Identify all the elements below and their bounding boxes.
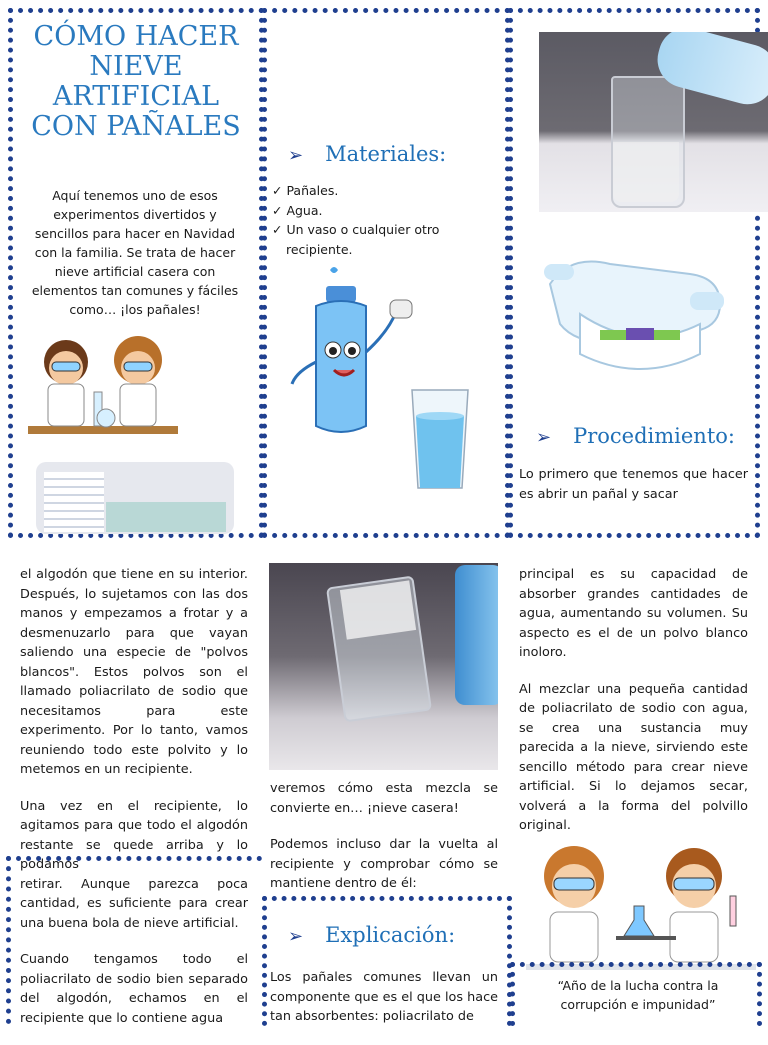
column3-text [519,565,748,853]
paragraph: principal es su capacidad de absorber grandes cantidades de agua, aumentando su volumen. Su aspecto es el de un polvo blanco inoloro. [519,567,748,660]
list-item: ✓ Un vaso o cualquier otro recipiente. [272,222,440,257]
diaper-stack-photo [36,462,234,534]
paragraph: el algodón que tiene en su interior. Después, lo sujetamos con las dos manos y empezamos a frotar y a desmenuzarlo para que vayan saliendo una especie de "polvos blancos". Estos polvos son el llamado poliacrilato de sodio que necesitamos para este experimento. Por lo tanto, vamos reuniendo todo este polvito y lo metemos en un recipiente. [20,567,248,777]
glass-upside-down-photo [269,563,498,770]
water-glass-illustration [408,386,472,492]
pouring-water-photo [539,32,768,212]
paragraph: retirar. Aunque parezca poca cantidad, es suficiente para crear una buena bola de nieve artificial. [20,876,248,931]
paragraph: Una vez en el recipiente, lo agitamos para que todo el algodón restante se quede arriba y lo podamos [20,798,248,872]
arrow-bullet-icon: ➢ [288,145,304,166]
column2-text [270,779,498,911]
panel-border-4 [6,856,262,1024]
list-item: ✓ Pañales. [272,183,339,198]
page-title: CÓMO HACER NIEVE ARTIFICIAL CON PAÑALES [31,21,241,142]
explanation-heading: ➢ Explicación: [288,923,456,947]
intro-text: Aquí tenemos uno de esos experimentos divertidos y sencillos para hacer en Navidad con la familia. Se trata de hacer nieve artificial casera con elementos tan comunes y fáciles como… ¡los pañales! [31,188,239,317]
paragraph: Cuando tengamos todo el poliacrilato de sodio bien separado del algodón, echamos en el recipiente que lo contiene agua [20,952,248,1026]
materials-list [272,181,472,259]
materials-heading: ➢ Materiales: [288,142,447,166]
paragraph: Al mezclar una pequeña cantidad de poliacrilato de sodio con agua, se crea una sustancia muy parecida a la nieve, sirviendo este sencillo método para crear nieve artificial. Si lo dejamos secar, volverá a la forma del polvillo original. [519,681,748,833]
arrow-bullet-icon: ➢ [536,427,552,448]
paragraph: veremos cómo esta mezcla se convierte en… ¡nieve casera! [270,781,498,816]
explanation-text: Los pañales comunes llevan un componente que es el que los hace tan absorbentes: poliacrilato de [270,970,498,1024]
kids-lab-illustration [526,836,756,970]
list-item: ✓ Agua. [272,202,323,218]
motto-quote: “Año de la lucha contra la corrupción e impunidad” [557,978,719,1012]
paragraph: Podemos incluso dar la vuelta al recipiente y comprobar cómo se mantiene dentro de él: [270,837,498,891]
diaper-illustration [540,244,728,378]
water-bottle-illustration [278,262,428,442]
arrow-bullet-icon: ➢ [288,926,304,947]
procedure-intro-text: Lo primero que tenemos que hacer es abrir un pañal y sacar [519,467,748,502]
scientists-illustration [26,322,180,440]
procedure-heading: ➢ Procedimiento: [536,424,735,448]
